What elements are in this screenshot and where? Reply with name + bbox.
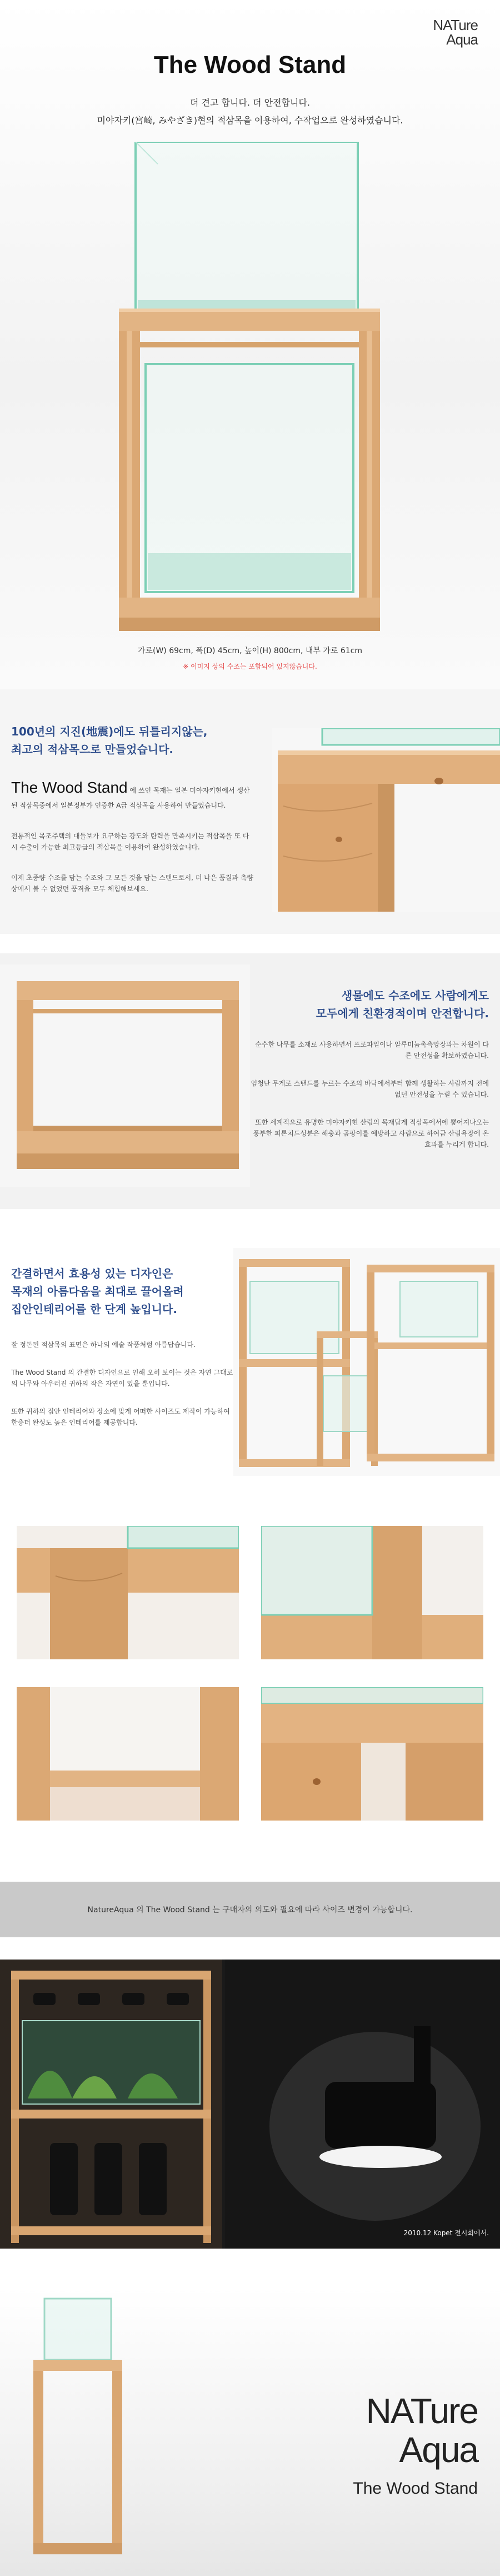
logo-line1: NATure	[433, 17, 478, 33]
earthquake-section	[0, 689, 500, 934]
custom-size-banner	[0, 1882, 500, 1937]
exhibition-aquarium-image	[0, 1960, 222, 2249]
footer-title: The Wood Stand	[353, 2479, 478, 2498]
design-heading-line3: 집안인테리어를 한 단계 높입니다.	[11, 1302, 177, 1316]
hero-section	[0, 0, 500, 689]
eco-para-3: 또한 세계적으로 유명한 미야자키현 산림의 목재답게 적삼목에서에 뿜어져나오는 풍부한 피톤치드성분은 해충과 곰팡이를 예방하고 사람으로 하여금 산림욕장에 온 효과를 누리게 합니다.	[253, 1118, 489, 1148]
dimensions-text: 가로(W) 69cm, 폭(D) 45cm, 높이(H) 800cm, 내부 가로 61cm	[137, 647, 363, 655]
design-para-1: 잘 정돈된 적삼목의 표면은 하나의 예술 작품처럼 아름답습니다.	[11, 1341, 196, 1349]
empty-wood-stand-image	[0, 964, 250, 1187]
eco-para-1: 순수한 나무를 소재로 사용하면서 프로파일이나 알루미늄촉측앙장과는 차원이 다른 안전성을 확보하였습니다.	[255, 1041, 489, 1060]
page-title: The Wood Stand	[153, 51, 347, 78]
design-heading-line1: 간결하면서 효용성 있는 디자인은	[11, 1267, 173, 1280]
exhibition-section	[0, 1960, 500, 2249]
earthquake-para-3: 이제 초중량 수조를 담는 수조와 그 모든 것을 담는 스탠드로서, 더 나은 품질과 측량상에서 볼 수 없었던 품격을 모두 체험해보세요.	[11, 874, 253, 893]
tagline-material: 미야자키(宮崎, みやざき)현의 적삼목을 이용하여, 수작업으로 완성하였습니다.	[97, 115, 403, 126]
wood-joint-closeup-image	[272, 728, 500, 912]
wood-stand-hero-image	[119, 142, 380, 631]
eco-heading-line1: 생물에도 수조에도 사람에게도	[341, 989, 489, 1002]
detail-photo-glass-edge	[261, 1526, 483, 1659]
detail-photo-leg	[17, 1687, 239, 1821]
detail-photo-corner	[17, 1526, 239, 1659]
design-para-3: 또한 귀하의 집안 인테리어와 장소에 맞게 어떠한 사이즈도 제작이 가능하여 한층더 완성도 높은 인테리어를 제공합니다.	[11, 1408, 230, 1426]
earthquake-heading-line2: 최고의 적삼목으로 만들었습니다.	[11, 743, 174, 756]
lead-text: 에 쓰인 목재는 일본 미야자키현에서 생산된 적삼목중에서 일본정부가 인증한 A급 적삼목을 사용하여 만들었습니다.	[11, 787, 250, 809]
earthquake-lead	[11, 775, 250, 811]
design-heading-line2: 목재의 아름다움을 최대로 끌어올려	[11, 1285, 184, 1298]
tagline: 더 견고 합니다. 더 안전합니다.	[190, 97, 310, 108]
eco-heading-line2: 모두에게 친환경적이며 안전합니다.	[316, 1007, 489, 1020]
lead-brand-name: The Wood Stand	[11, 779, 128, 796]
design-section	[0, 1231, 500, 1493]
exhibition-lamp-closeup-image	[225, 1960, 500, 2249]
tank-not-included-note: ※ 이미지 상의 수조는 포함되어 있지않습니다.	[183, 663, 317, 670]
earthquake-para-2: 전통적인 목조주택의 대들보가 요구하는 강도와 탄력을 만족시키는 적삼목을 또 다시 수출이 가능한 최고등급의 적삼목을 이용하여 완성하였습니다.	[11, 832, 249, 851]
detail-photo-grain	[261, 1687, 483, 1821]
stand-lineup-image	[233, 1248, 500, 1476]
eco-friendly-section	[0, 953, 500, 1209]
custom-size-text: NatureAqua 의 The Wood Stand 는 구매자의 의도와 필요에 따라 사이즈 변경이 가능합니다.	[87, 1906, 413, 1914]
earthquake-heading-line1: 100년의 지진(地震)에도 뒤틀리지않는,	[11, 725, 208, 738]
brand-logo	[433, 18, 478, 47]
eco-para-2: 엄청난 무게로 스탠드를 누르는 수조의 바닥에서부터 함께 생활하는 사람까지 전에 없던 안전성을 누릴 수 있습니다.	[251, 1080, 489, 1098]
exhibition-caption: 2010.12 Kopet 전시회에서.	[403, 2229, 489, 2237]
detail-photos-section	[0, 1526, 500, 1837]
footer-logo-line2: Aqua	[399, 2430, 478, 2470]
footer-logo-line1: NATure	[366, 2391, 478, 2431]
footer-section	[0, 2287, 500, 2576]
design-para-2: The Wood Stand 의 간결한 디자인으로 인해 오히 보이는 것은 자연 그대로의 나무와 아우러진 귀하의 작은 자연이 있을 뿐입니다.	[11, 1369, 233, 1388]
tall-stand-image	[22, 2287, 133, 2565]
logo-line2: Aqua	[446, 31, 478, 48]
